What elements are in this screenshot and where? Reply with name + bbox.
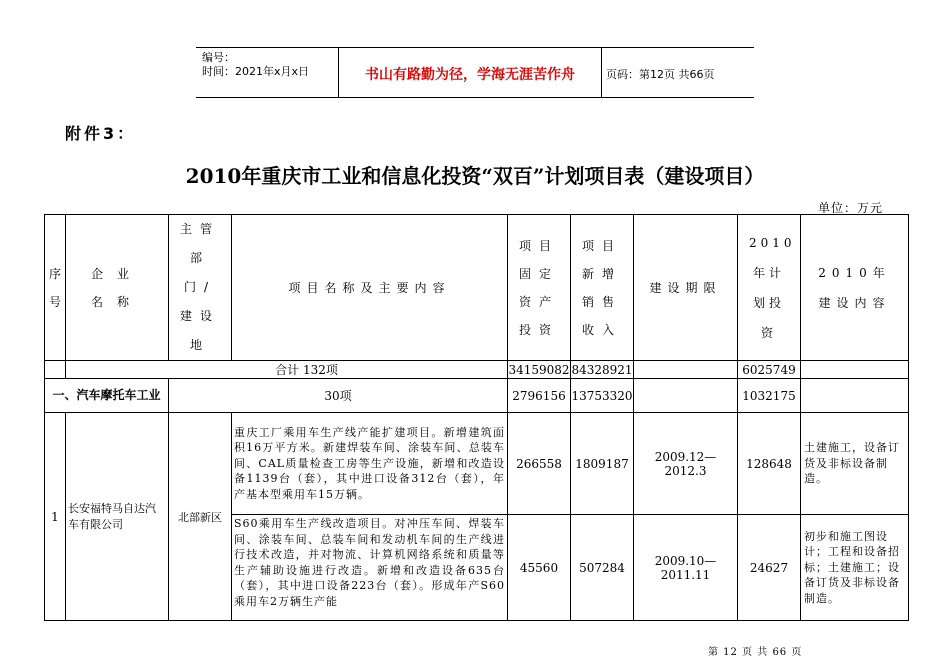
category-new-sales: 13753320 — [571, 379, 634, 413]
col-header-seq: 序号 — [45, 215, 66, 361]
document-title: 2010年重庆市工业和信息化投资“双百”计划项目表（建设项目） — [185, 164, 765, 188]
project-content-2010: 土建施工，设备订货及非标设备制造。 — [801, 413, 909, 515]
table-header-row — [45, 215, 909, 361]
document-time-label: 时间：2021年x月x日 — [202, 65, 310, 78]
project-description: S60乘用车生产线改造项目。对冲压车间、焊装车间、涂装车间、总装车间和发动机车间的生产线进行技术改造，并对物流、计算机网络系统和质量等生产辅助设施进行改造。新增和改造设备635台（套），其中进口设备223台（套）。形成年产S60乘用车2万辆生产能 — [232, 515, 508, 621]
project-period: 2009.10—2011.11 — [634, 515, 738, 621]
company-name: 长安福特马自达汽车有限公司 — [66, 413, 169, 621]
col-header-company: 企业名称 — [66, 215, 169, 361]
document-header — [196, 47, 754, 98]
project-fixed-investment: 45560 — [508, 515, 571, 621]
col-header-project: 项目名称及主要内容 — [232, 215, 508, 361]
company-location: 北部新区 — [169, 413, 232, 621]
project-fixed-investment: 266558 — [508, 413, 571, 515]
project-plan-2010: 128648 — [738, 413, 801, 515]
category-plan-2010: 1032175 — [738, 379, 801, 413]
project-content-2010: 初步和施工图设计；工程和设备招标；土建施工；设备订货及非标设备制造。 — [801, 515, 909, 621]
total-label: 合计 132项 — [66, 361, 508, 379]
attachment-label: 附件3： — [65, 124, 137, 143]
header-meta — [202, 51, 342, 79]
header-motto: 书山有路勤为径，学海无涯苦作舟 — [365, 67, 575, 83]
col-header-period: 建设期限 — [634, 215, 738, 361]
col-header-dept: 主管部门/建设地 — [169, 215, 232, 361]
total-fixed-investment: 34159082 — [508, 362, 570, 377]
project-new-sales: 1809187 — [571, 413, 634, 515]
total-plan-2010: 6025749 — [738, 361, 801, 379]
col-header-plan-2010: 2010年计划投资 — [738, 215, 801, 361]
company-seq: 1 — [45, 413, 66, 621]
table-row — [45, 413, 909, 515]
category-row — [45, 379, 909, 413]
project-new-sales: 507284 — [571, 515, 634, 621]
project-period: 2009.12—2012.3 — [634, 413, 738, 515]
total-new-sales: 84328921 — [571, 362, 633, 377]
col-header-fixed-investment: 项目固定资产投资 — [508, 215, 571, 361]
unit-label: 单位：万元 — [818, 201, 884, 215]
project-description: 重庆工厂乘用车生产线产能扩建项目。新增建筑面积16万平方米。新建焊装车间、涂装车间、总装车间、CAL质量检查工房等生产设施，新增和改造设备1139台（套），其中进口设备312台（套），年产基本型乘用车15万辆。 — [232, 413, 508, 515]
header-page-label: 页码：第12页 共66页 — [606, 68, 715, 81]
category-name: 一、汽车摩托车工业 — [45, 379, 169, 413]
investment-table — [44, 214, 909, 621]
col-header-content-2010: 2010年建设内容 — [801, 215, 909, 361]
page-footer: 第 12 页 共 66 页 — [708, 647, 803, 658]
col-header-new-sales: 项目新增销售收入 — [571, 215, 634, 361]
document-number-label: 编号： — [202, 51, 235, 64]
header-motto-box — [338, 48, 602, 97]
project-plan-2010: 24627 — [738, 515, 801, 621]
total-row — [45, 361, 909, 379]
category-count: 30项 — [169, 379, 508, 413]
category-fixed-investment: 2796156 — [508, 379, 571, 413]
